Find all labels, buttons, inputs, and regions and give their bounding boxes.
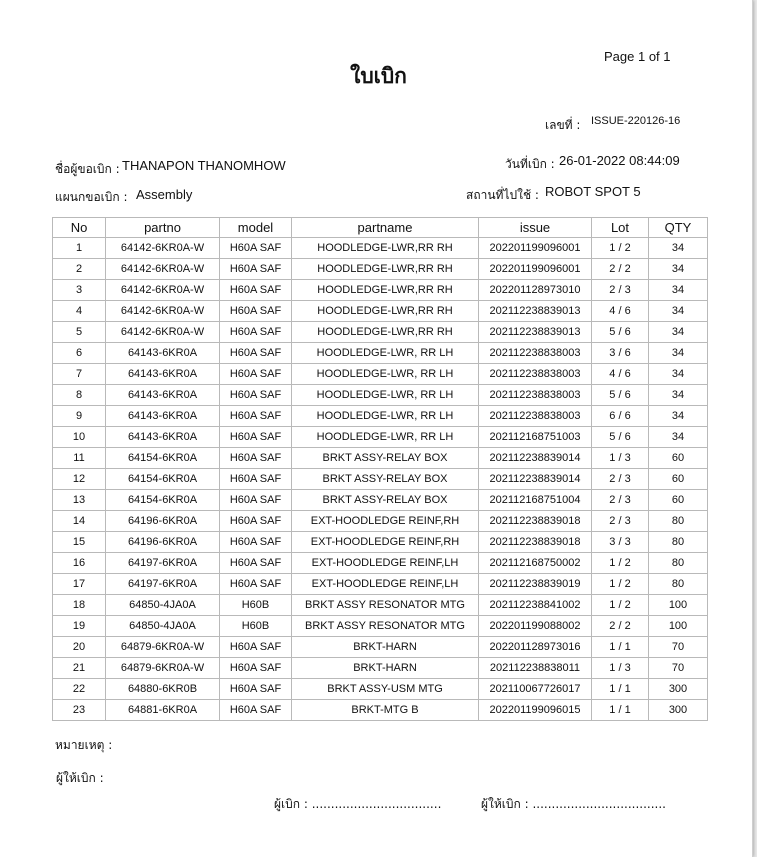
cell-no: 3 — [53, 280, 106, 301]
cell-partno: 64142-6KR0A-W — [106, 238, 220, 259]
cell-issue: 202112238839018 — [479, 532, 592, 553]
cell-model: H60A SAF — [220, 427, 292, 448]
cell-partno: 64142-6KR0A-W — [106, 322, 220, 343]
cell-partno: 64143-6KR0A — [106, 343, 220, 364]
column-header-no: No — [53, 218, 106, 238]
cell-lot: 1 / 2 — [592, 595, 649, 616]
cell-partno: 64142-6KR0A-W — [106, 280, 220, 301]
table-row — [53, 595, 708, 616]
column-header-model: model — [220, 218, 292, 238]
cell-partno: 64142-6KR0A-W — [106, 259, 220, 280]
cell-model: H60A SAF — [220, 301, 292, 322]
cell-issue: 202112238839014 — [479, 469, 592, 490]
cell-issue: 202112238839019 — [479, 574, 592, 595]
cell-lot: 5 / 6 — [592, 427, 649, 448]
cell-partname: HOODLEDGE-LWR, RR LH — [292, 364, 479, 385]
table-row — [53, 616, 708, 637]
cell-no: 13 — [53, 490, 106, 511]
cell-partno: 64879-6KR0A-W — [106, 658, 220, 679]
cell-partname: HOODLEDGE-LWR, RR LH — [292, 343, 479, 364]
cell-issue: 202112238838003 — [479, 406, 592, 427]
giver-label: ผู้ให้เบิก : — [56, 771, 104, 785]
cell-partname: BRKT ASSY-USM MTG — [292, 679, 479, 700]
requester-label: ชื่อผู้ขอเบิก : — [55, 162, 120, 176]
table-row — [53, 532, 708, 553]
cell-issue: 202112238839014 — [479, 448, 592, 469]
cell-model: H60A SAF — [220, 343, 292, 364]
cell-partno: 64879-6KR0A-W — [106, 637, 220, 658]
cell-partname: EXT-HOODLEDGE REINF,RH — [292, 511, 479, 532]
cell-partno: 64197-6KR0A — [106, 574, 220, 595]
cell-model: H60A SAF — [220, 658, 292, 679]
cell-model: H60A SAF — [220, 469, 292, 490]
cell-no: 14 — [53, 511, 106, 532]
requester-signature-line: ผู้เบิก : .................................. — [274, 797, 442, 811]
cell-partname: HOODLEDGE-LWR,RR RH — [292, 322, 479, 343]
cell-qty: 70 — [649, 637, 708, 658]
cell-qty: 80 — [649, 553, 708, 574]
department-label: แผนกขอเบิก : — [55, 190, 128, 204]
table-row — [53, 238, 708, 259]
cell-model: H60A SAF — [220, 259, 292, 280]
cell-lot: 1 / 3 — [592, 658, 649, 679]
cell-partname: HOODLEDGE-LWR, RR LH — [292, 385, 479, 406]
cell-lot: 4 / 6 — [592, 301, 649, 322]
cell-model: H60A SAF — [220, 490, 292, 511]
cell-no: 8 — [53, 385, 106, 406]
cell-lot: 2 / 3 — [592, 511, 649, 532]
cell-model: H60A SAF — [220, 322, 292, 343]
cell-qty: 300 — [649, 679, 708, 700]
cell-issue: 202112238838003 — [479, 364, 592, 385]
cell-model: H60B — [220, 595, 292, 616]
cell-no: 7 — [53, 364, 106, 385]
cell-lot: 1 / 2 — [592, 553, 649, 574]
cell-qty: 34 — [649, 301, 708, 322]
cell-partno: 64143-6KR0A — [106, 385, 220, 406]
date-value: 26-01-2022 08:44:09 — [559, 153, 680, 168]
cell-partname: HOODLEDGE-LWR,RR RH — [292, 280, 479, 301]
cell-qty: 34 — [649, 322, 708, 343]
cell-lot: 5 / 6 — [592, 385, 649, 406]
cell-partname: EXT-HOODLEDGE REINF,LH — [292, 574, 479, 595]
date-label: วันที่เบิก : — [505, 157, 555, 171]
cell-lot: 1 / 2 — [592, 238, 649, 259]
table-row — [53, 679, 708, 700]
cell-issue: 202112238839018 — [479, 511, 592, 532]
cell-partno: 64154-6KR0A — [106, 490, 220, 511]
location-value: ROBOT SPOT 5 — [545, 184, 641, 199]
cell-model: H60A SAF — [220, 406, 292, 427]
cell-partname: HOODLEDGE-LWR, RR LH — [292, 427, 479, 448]
table-row — [53, 574, 708, 595]
column-header-issue: issue — [479, 218, 592, 238]
cell-partno: 64196-6KR0A — [106, 511, 220, 532]
cell-issue: 202201128973010 — [479, 280, 592, 301]
cell-lot: 1 / 3 — [592, 448, 649, 469]
table-row — [53, 280, 708, 301]
cell-no: 5 — [53, 322, 106, 343]
cell-no: 12 — [53, 469, 106, 490]
cell-qty: 100 — [649, 595, 708, 616]
cell-issue: 202201199096001 — [479, 259, 592, 280]
table-row — [53, 490, 708, 511]
cell-model: H60A SAF — [220, 280, 292, 301]
remark-label: หมายเหตุ : — [55, 738, 113, 752]
department-value: Assembly — [136, 187, 193, 202]
cell-partname: BRKT-HARN — [292, 658, 479, 679]
cell-issue: 202112238838011 — [479, 658, 592, 679]
cell-qty: 80 — [649, 574, 708, 595]
cell-model: H60A SAF — [220, 364, 292, 385]
cell-partname: BRKT-HARN — [292, 637, 479, 658]
cell-model: H60A SAF — [220, 511, 292, 532]
cell-model: H60A SAF — [220, 238, 292, 259]
cell-qty: 100 — [649, 616, 708, 637]
cell-no: 23 — [53, 700, 106, 721]
document-title: ใบเบิก — [350, 64, 407, 88]
cell-issue: 202112238839013 — [479, 301, 592, 322]
giver-signature-line: ผู้ให้เบิก : ................................... — [481, 797, 666, 811]
cell-model: H60B — [220, 616, 292, 637]
cell-lot: 1 / 1 — [592, 679, 649, 700]
cell-lot: 4 / 6 — [592, 364, 649, 385]
cell-issue: 202112168751004 — [479, 490, 592, 511]
cell-lot: 1 / 1 — [592, 637, 649, 658]
cell-partno: 64197-6KR0A — [106, 553, 220, 574]
cell-partname: HOODLEDGE-LWR,RR RH — [292, 238, 479, 259]
cell-no: 15 — [53, 532, 106, 553]
cell-no: 18 — [53, 595, 106, 616]
cell-model: H60A SAF — [220, 679, 292, 700]
table-header-row — [53, 218, 708, 238]
cell-issue: 202112168750002 — [479, 553, 592, 574]
table-row — [53, 406, 708, 427]
requester-value: THANAPON THANOMHOW — [122, 158, 286, 173]
cell-qty: 60 — [649, 469, 708, 490]
cell-no: 22 — [53, 679, 106, 700]
cell-model: H60A SAF — [220, 553, 292, 574]
cell-no: 11 — [53, 448, 106, 469]
table-row — [53, 343, 708, 364]
cell-partname: HOODLEDGE-LWR,RR RH — [292, 301, 479, 322]
table-row — [53, 322, 708, 343]
cell-lot: 5 / 6 — [592, 322, 649, 343]
table-row — [53, 700, 708, 721]
cell-qty: 34 — [649, 364, 708, 385]
cell-lot: 6 / 6 — [592, 406, 649, 427]
cell-partno: 64881-6KR0A — [106, 700, 220, 721]
column-header-partname: partname — [292, 218, 479, 238]
cell-lot: 2 / 2 — [592, 616, 649, 637]
cell-issue: 202112238838003 — [479, 343, 592, 364]
cell-lot: 2 / 2 — [592, 259, 649, 280]
cell-lot: 2 / 3 — [592, 280, 649, 301]
column-header-qty: QTY — [649, 218, 708, 238]
cell-qty: 300 — [649, 700, 708, 721]
cell-issue: 202112238838003 — [479, 385, 592, 406]
cell-partno: 64154-6KR0A — [106, 469, 220, 490]
cell-partname: EXT-HOODLEDGE REINF,RH — [292, 532, 479, 553]
cell-qty: 34 — [649, 343, 708, 364]
cell-no: 4 — [53, 301, 106, 322]
cell-partno: 64880-6KR0B — [106, 679, 220, 700]
cell-partname: BRKT ASSY-RELAY BOX — [292, 448, 479, 469]
cell-lot: 2 / 3 — [592, 469, 649, 490]
doc-no-value: ISSUE-220126-16 — [591, 115, 681, 127]
cell-no: 10 — [53, 427, 106, 448]
cell-partno: 64143-6KR0A — [106, 406, 220, 427]
cell-qty: 80 — [649, 511, 708, 532]
cell-qty: 34 — [649, 427, 708, 448]
cell-no: 9 — [53, 406, 106, 427]
cell-qty: 34 — [649, 280, 708, 301]
cell-model: H60A SAF — [220, 700, 292, 721]
location-label: สถานที่ไปใช้ : — [466, 188, 539, 202]
cell-lot: 1 / 2 — [592, 574, 649, 595]
cell-model: H60A SAF — [220, 574, 292, 595]
cell-qty: 34 — [649, 406, 708, 427]
cell-issue: 202110067726017 — [479, 679, 592, 700]
cell-issue: 202201199088002 — [479, 616, 592, 637]
column-header-partno: partno — [106, 218, 220, 238]
cell-qty: 60 — [649, 448, 708, 469]
table-row — [53, 469, 708, 490]
table-row — [53, 511, 708, 532]
cell-partno: 64142-6KR0A-W — [106, 301, 220, 322]
cell-issue: 202112238839013 — [479, 322, 592, 343]
table-row — [53, 658, 708, 679]
cell-lot: 3 / 6 — [592, 343, 649, 364]
cell-partname: BRKT ASSY-RELAY BOX — [292, 490, 479, 511]
cell-no: 1 — [53, 238, 106, 259]
cell-qty: 34 — [649, 385, 708, 406]
cell-issue: 202201199096001 — [479, 238, 592, 259]
page-number: Page 1 of 1 — [604, 49, 671, 64]
cell-partname: HOODLEDGE-LWR,RR RH — [292, 259, 479, 280]
cell-qty: 34 — [649, 259, 708, 280]
cell-model: H60A SAF — [220, 448, 292, 469]
table-row — [53, 448, 708, 469]
column-header-lot: Lot — [592, 218, 649, 238]
cell-lot: 1 / 1 — [592, 700, 649, 721]
cell-partname: BRKT ASSY RESONATOR MTG — [292, 616, 479, 637]
cell-issue: 202201199096015 — [479, 700, 592, 721]
cell-partno: 64154-6KR0A — [106, 448, 220, 469]
cell-lot: 3 / 3 — [592, 532, 649, 553]
cell-qty: 80 — [649, 532, 708, 553]
cell-partname: HOODLEDGE-LWR, RR LH — [292, 406, 479, 427]
table-row — [53, 637, 708, 658]
cell-model: H60A SAF — [220, 637, 292, 658]
cell-qty: 60 — [649, 490, 708, 511]
cell-no: 2 — [53, 259, 106, 280]
cell-partno: 64143-6KR0A — [106, 427, 220, 448]
table-row — [53, 553, 708, 574]
items-table — [52, 217, 708, 721]
items-table-body — [53, 238, 708, 721]
cell-partname: BRKT-MTG B — [292, 700, 479, 721]
cell-partname: BRKT ASSY-RELAY BOX — [292, 469, 479, 490]
doc-no-label: เลขที่ : — [545, 118, 581, 132]
cell-no: 19 — [53, 616, 106, 637]
table-row — [53, 385, 708, 406]
cell-partno: 64196-6KR0A — [106, 532, 220, 553]
table-row — [53, 364, 708, 385]
cell-no: 20 — [53, 637, 106, 658]
table-row — [53, 259, 708, 280]
cell-model: H60A SAF — [220, 385, 292, 406]
cell-issue: 202201128973016 — [479, 637, 592, 658]
cell-partno: 64850-4JA0A — [106, 616, 220, 637]
cell-model: H60A SAF — [220, 532, 292, 553]
cell-no: 17 — [53, 574, 106, 595]
cell-lot: 2 / 3 — [592, 490, 649, 511]
table-row — [53, 301, 708, 322]
cell-no: 16 — [53, 553, 106, 574]
cell-partname: BRKT ASSY RESONATOR MTG — [292, 595, 479, 616]
cell-no: 6 — [53, 343, 106, 364]
cell-partname: EXT-HOODLEDGE REINF,LH — [292, 553, 479, 574]
cell-issue: 202112238841002 — [479, 595, 592, 616]
cell-qty: 34 — [649, 238, 708, 259]
table-row — [53, 427, 708, 448]
cell-partno: 64143-6KR0A — [106, 364, 220, 385]
cell-partno: 64850-4JA0A — [106, 595, 220, 616]
cell-qty: 70 — [649, 658, 708, 679]
cell-no: 21 — [53, 658, 106, 679]
cell-issue: 202112168751003 — [479, 427, 592, 448]
